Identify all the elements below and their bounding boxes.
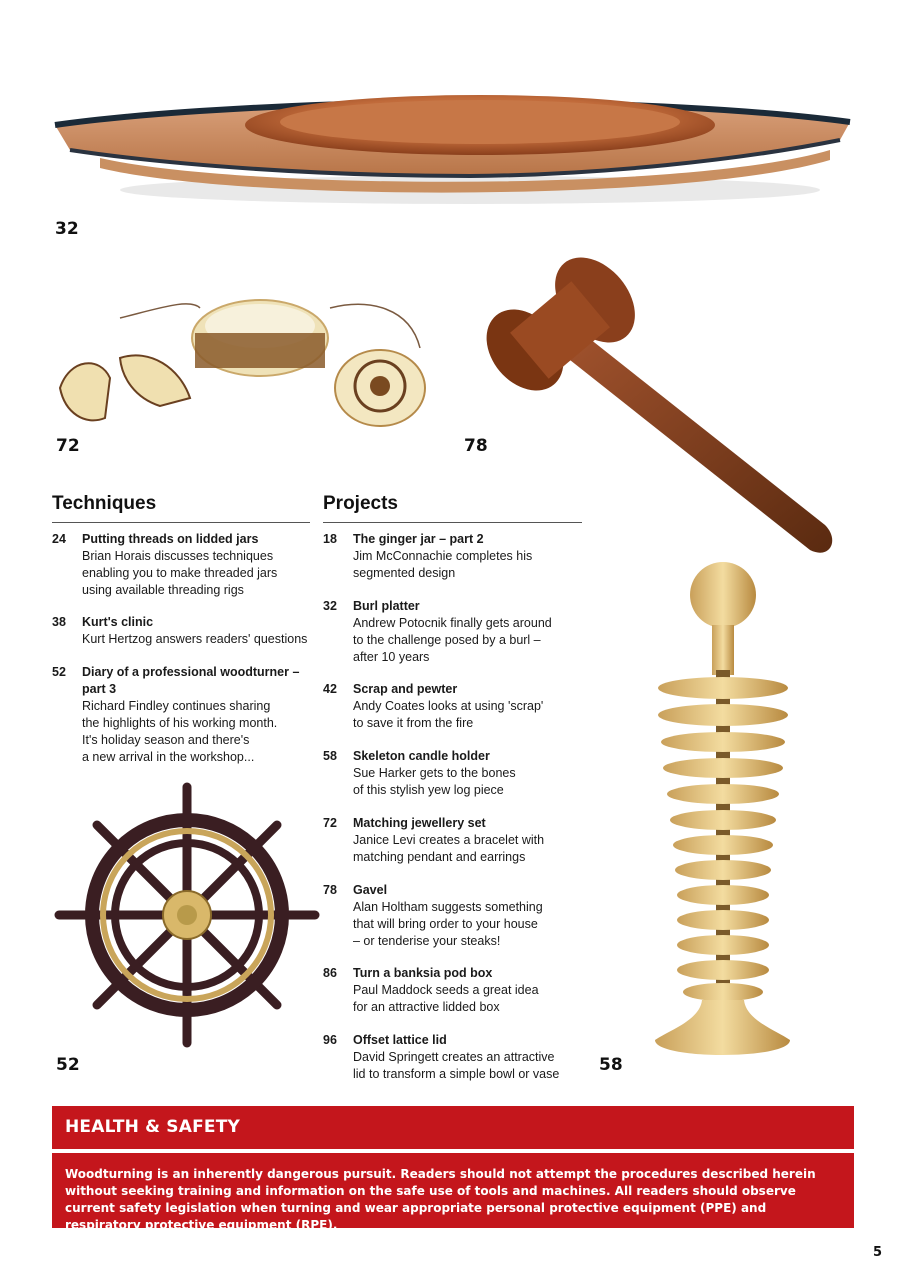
entry-title: Turn a banksia pod box bbox=[353, 966, 493, 980]
entry-page-number: 18 bbox=[323, 532, 337, 546]
entry-title: Scrap and pewter bbox=[353, 682, 458, 696]
entry-description: Sue Harker gets to the bones of this stylish yew log piece bbox=[353, 766, 516, 797]
projects-rule bbox=[323, 522, 582, 523]
entry-description: David Springett creates an attractive lid to transform a simple bowl or vase bbox=[353, 1050, 560, 1081]
entry-page-number: 86 bbox=[323, 966, 337, 980]
entry-description: Alan Holtham suggests something that will bring order to your house – or tenderise your steaks! bbox=[353, 900, 543, 948]
entry-page-number: 32 bbox=[323, 599, 337, 613]
entry-title: Burl platter bbox=[353, 599, 420, 613]
candle-holder-page-label: 58 bbox=[599, 1055, 623, 1075]
entry-title: Gavel bbox=[353, 883, 388, 897]
entry-page-number: 52 bbox=[52, 665, 66, 679]
entry-description: Richard Findley continues sharing the highlights of his working month. It's holiday season and there's a new arrival in the workshop... bbox=[82, 699, 278, 764]
entry-title: The ginger jar – part 2 bbox=[353, 532, 484, 546]
health-safety-notice bbox=[52, 1153, 854, 1232]
entry-title: Kurt's clinic bbox=[82, 615, 154, 629]
ships-wheel-photo bbox=[40, 780, 340, 1070]
entry-page-number: 38 bbox=[52, 615, 66, 629]
entry-description: Kurt Hertzog answers readers' questions bbox=[82, 632, 308, 646]
burl-platter-photo bbox=[40, 80, 870, 220]
health-safety-text: Woodturning is an inherently dangerous pursuit. Readers should not attempt the procedures described herein without seeking training and information on the safe use of tools and machines. All readers should observe current safety legislation when turning and wear appropriate personal protective equipment (PPE) and respiratory protective equipment (RPE). bbox=[65, 1167, 816, 1232]
ships-wheel-page-label: 52 bbox=[56, 1055, 80, 1075]
entry-page-number: 24 bbox=[52, 532, 66, 546]
burl-platter-page-label: 32 bbox=[55, 219, 79, 239]
entry-description: Janice Levi creates a bracelet with matching pendant and earrings bbox=[353, 833, 545, 864]
health-safety-heading: HEALTH & SAFETY bbox=[65, 1117, 241, 1137]
candle-holder-photo bbox=[640, 560, 810, 1070]
entry-title: Putting threads on lidded jars bbox=[82, 532, 259, 546]
techniques-rule bbox=[52, 522, 310, 523]
projects-heading: Projects bbox=[323, 493, 398, 514]
entry-description: Andy Coates looks at using 'scrap' to save it from the fire bbox=[353, 699, 544, 730]
entry-page-number: 42 bbox=[323, 682, 337, 696]
jewellery-page-label: 72 bbox=[56, 436, 80, 456]
gavel-page-label: 78 bbox=[464, 436, 488, 456]
techniques-heading: Techniques bbox=[52, 493, 157, 514]
entry-page-number: 78 bbox=[323, 883, 337, 897]
entry-description: Jim McConnachie completes his segmented design bbox=[353, 549, 533, 580]
entry-page-number: 96 bbox=[323, 1033, 337, 1047]
entry-title: Offset lattice lid bbox=[353, 1033, 447, 1047]
page-number: 5 bbox=[873, 1245, 883, 1260]
entry-title: Skeleton candle holder bbox=[353, 749, 490, 763]
jewellery-set-photo bbox=[50, 278, 450, 428]
entry-page-number: 58 bbox=[323, 749, 337, 763]
entry-description: Andrew Potocnik finally gets around to the challenge posed by a burl – after 10 years bbox=[353, 616, 552, 664]
gavel-photo bbox=[465, 245, 855, 565]
entry-page-number: 72 bbox=[323, 816, 337, 830]
entry-description: Brian Horais discusses techniques enabling you to make threaded jars using available threading rigs bbox=[82, 549, 278, 597]
entry-title: Diary of a professional woodturner – part 3 bbox=[82, 665, 300, 696]
health-safety-header bbox=[52, 1106, 854, 1149]
entry-description: Paul Maddock seeds a great idea for an attractive lidded box bbox=[353, 983, 539, 1014]
entry-title: Matching jewellery set bbox=[353, 816, 486, 830]
